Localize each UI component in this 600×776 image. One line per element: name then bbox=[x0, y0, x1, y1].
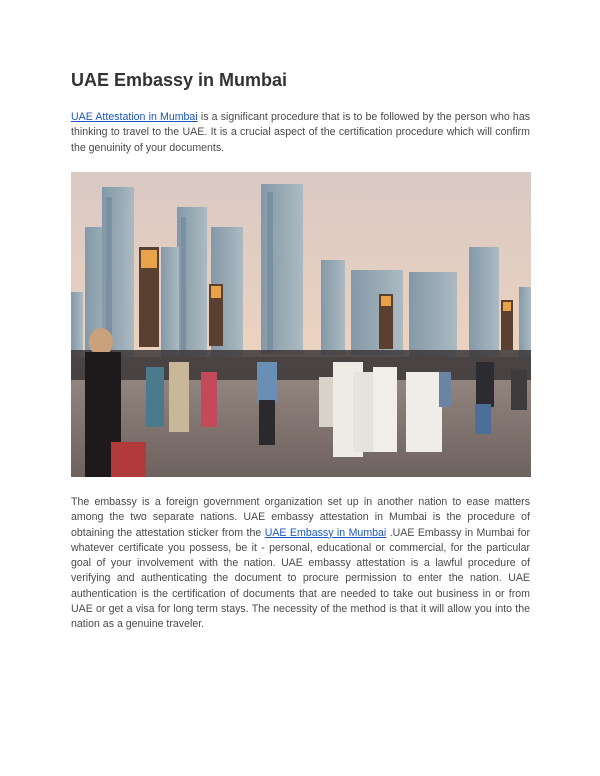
intro-paragraph bbox=[71, 110, 530, 156]
page-title: UAE Embassy in Mumbai bbox=[71, 70, 288, 90]
uae-embassy-link[interactable]: UAE Embassy in Mumbai bbox=[264, 526, 387, 539]
body-paragraph bbox=[71, 495, 530, 633]
body-text-after-link: .UAE Embassy in Mumbai for whatever certificate you possess, be it - personal, educational or commercial, for the particular goal of your involvement with the nation. UAE embassy attestation is a lawful procedure of verifying and authenticating the document to procure permission to enter the nation. UAE authentication is the certification of documents that are needed to take out business in or from UAE or get a visa for long term stays. The necessity of the method is that it will allow you into the nation as a genuine traveler. bbox=[71, 526, 531, 631]
uae-attestation-link[interactable]: UAE Attestation in Mumbai bbox=[71, 111, 198, 123]
dubai-skyline-photo bbox=[71, 172, 531, 477]
body-text-before-link: The embassy is a foreign government organization set up in another nation to ease matters among the two separate nations. UAE embassy attestation in Mumbai is the procedure of obtaining the attestation sticker from the bbox=[71, 496, 530, 539]
intro-text: is a significant procedure that is to be followed by the person who has thinking to travel to the UAE. It is a crucial aspect of the certification procedure which will confirm the genuinity of your documents. bbox=[71, 111, 531, 154]
